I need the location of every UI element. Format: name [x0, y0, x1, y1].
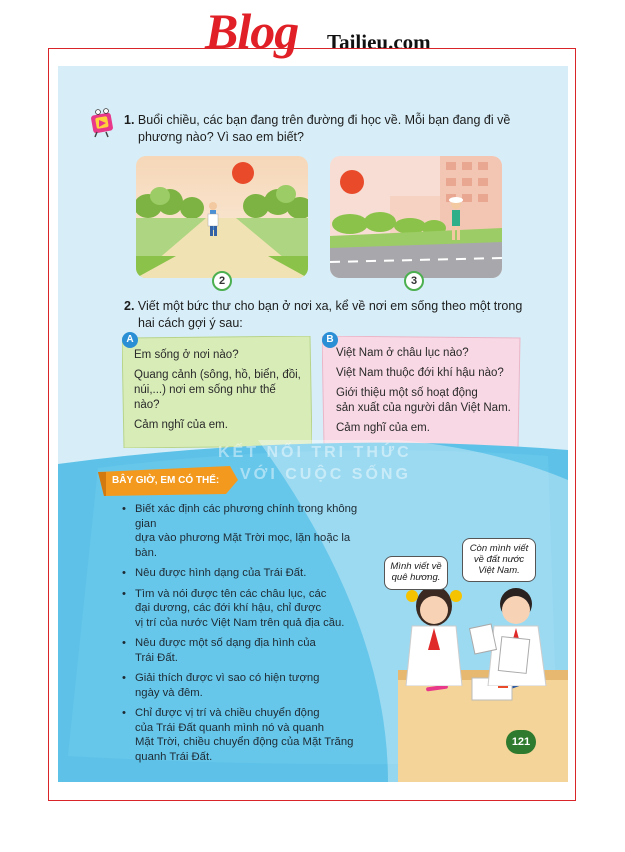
list-item: [122, 671, 372, 700]
watermark-line2: VỚI CUỘC SỐNG: [240, 466, 411, 483]
question-1-number: 1.: [124, 113, 135, 127]
mascot-icon: [88, 108, 118, 138]
list-item-line: quanh Trái Đất.: [135, 750, 213, 763]
list-item-line: đại dương, các đới khí hậu, chỉ được: [135, 602, 322, 614]
question-2-line2: hai cách gợi ý sau:: [138, 316, 243, 330]
list-item-line: vị trí của nước Việt Nam trên quả địa cầu.: [135, 616, 345, 629]
photo-label-2: 2: [212, 271, 232, 291]
children-illustration: [398, 586, 558, 686]
list-item-line: Nêu được hình dạng của Trái Đất.: [135, 567, 307, 579]
textbook-page: [58, 66, 568, 782]
bubble-line: về đất nước: [473, 554, 525, 565]
card-a-label: A: [122, 332, 138, 348]
watermark-line1: KẾT NỐI TRI THỨC: [218, 444, 412, 461]
card-a-line: Quang cảnh (sông, hồ, biển, đồi,: [134, 369, 301, 381]
card-b-line: Việt Nam thuộc đới khí hậu nào?: [336, 367, 504, 379]
card-b-line: Giới thiệu một số hoạt động: [336, 387, 478, 399]
card-a-line: núi,...) nơi em sống như thế nào?: [134, 384, 276, 411]
list-item: [122, 636, 372, 665]
speech-bubble-right: [462, 538, 536, 582]
banner-title: BÂY GIỜ, EM CÓ THỂ:: [112, 475, 220, 486]
list-item: [122, 502, 372, 560]
list-item-line: Trái Đất.: [135, 651, 178, 664]
question-1-line1: Buổi chiều, các bạn đang trên đường đi học về. Mỗi bạn đang đi về: [137, 113, 511, 127]
card-b: [336, 346, 514, 441]
list-item-line: của Trái Đất quanh mình nó và quanh: [135, 721, 325, 734]
speech-bubble-left: [384, 556, 448, 590]
photo-sunset-street: [330, 156, 502, 278]
logo-blog-text: Blog: [205, 3, 299, 59]
list-item-line: Biết xác định các phương chính trong không gian: [135, 503, 358, 530]
bubble-line: Còn mình viết: [469, 543, 529, 554]
banner: [98, 466, 238, 496]
card-a-line: Cảm nghĩ của em.: [134, 419, 228, 431]
card-b-label: B: [322, 332, 338, 348]
question-2-line1: Viết một bức thư cho bạn ở nơi xa, kể về nơi em sống theo một trong: [137, 299, 523, 313]
card-b-line: sản xuất của người dân Việt Nam.: [336, 402, 511, 414]
question-1: [124, 112, 554, 146]
card-a-line: Em sống ở nơi nào?: [134, 349, 239, 361]
question-2-number: 2.: [124, 299, 135, 313]
photo-sunset-path: [136, 156, 308, 278]
bubble-line: Mình viết về: [390, 561, 442, 572]
bubble-line: quê hương.: [391, 572, 441, 583]
list-item-line: ngày và đêm.: [135, 686, 203, 699]
card-b-line: Việt Nam ở châu lục nào?: [336, 347, 469, 359]
list-item: [122, 587, 372, 631]
question-2: [124, 298, 564, 332]
list-item-line: Mặt Trời, chiều chuyển động của Mặt Trăng: [135, 736, 354, 748]
question-1-line2: phương nào? Vì sao em biết?: [138, 130, 304, 144]
logo-site-text: Tailieu.com: [327, 30, 431, 54]
list-item: [122, 706, 372, 764]
list-item-line: Tìm và nói được tên các châu lục, các: [135, 587, 327, 600]
list-item-line: Nêu được một số dạng địa hình của: [135, 637, 316, 649]
bubble-line: Việt Nam.: [478, 565, 520, 576]
learning-outcomes-list: [122, 502, 372, 770]
list-item-line: dựa vào phương Mặt Trời mọc, lặn hoặc la bàn.: [135, 532, 351, 559]
card-a: [134, 348, 304, 438]
list-item-line: Chỉ được vị trí và chiều chuyển động: [135, 707, 320, 719]
photo-label-3: 3: [404, 271, 424, 291]
list-item: [122, 566, 372, 581]
page-number: 121: [506, 730, 536, 754]
list-item-line: Giải thích được vì sao có hiện tượng: [135, 672, 320, 684]
card-b-line: Cảm nghĩ của em.: [336, 422, 430, 434]
